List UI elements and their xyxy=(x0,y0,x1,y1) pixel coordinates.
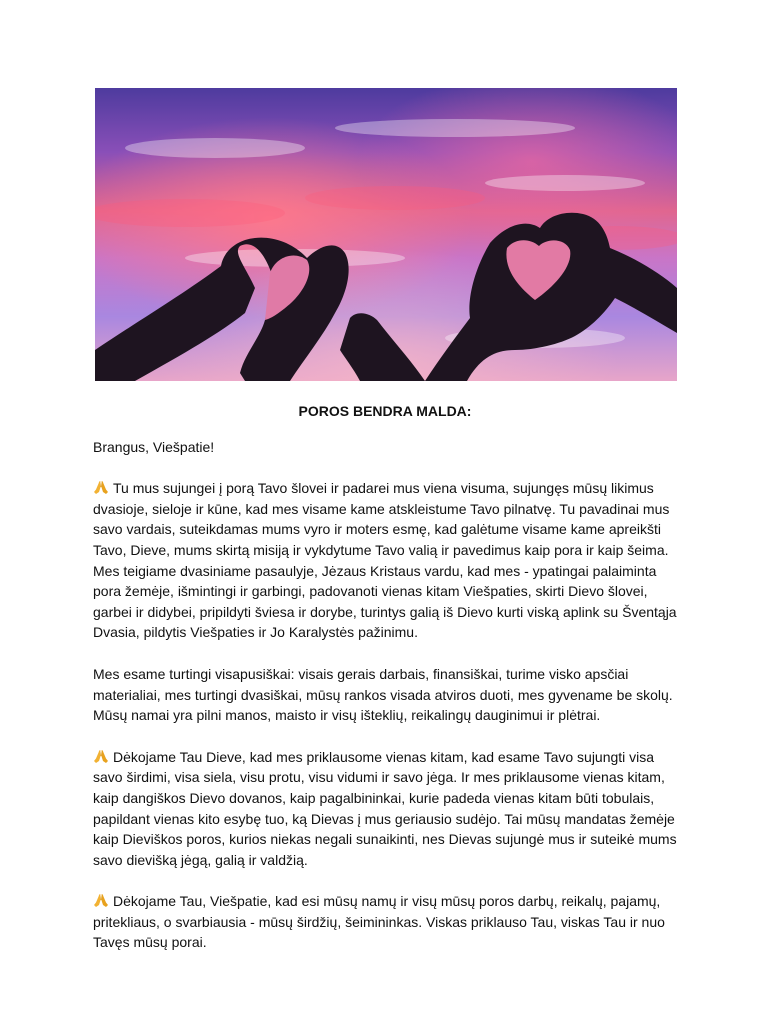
paragraph-text: Tu mus sujungei į porą Tavo šlovei ir padarei mus viena visuma, sujungęs mūsų likimus dvasioje, sieloje ir kūne, kad mes visame kame atskleistume Tavo pilnatvę. Tu pavadinai mus savo vardais, suteikdamas mums vyro ir moters esmę, kad galėtume visame kame apreikšti Tavo, Dieve, mums skirtą misiją ir vykdytume Tavo valią ir pavedimus kaip pora ir kaip šeima. Mes teigiame dvasiniame pasaulyje, Jėzaus Kristaus vardu, kad mes - ypatingai palaiminta pora žemėje, išmintingi ir garbingi, padovanoti vienas kitam Viešpaties, skirti Dievo šlovei, garbei ir didybei, pripildyti šviesa ir dorybe, turintys galią iš Dievo kurti viską aplink su Šventąja Dvasia, pildytis Viešpaties ir Jo Karalystės pažinimu. xyxy=(93,480,677,641)
hero-image xyxy=(95,88,677,381)
heart-hands-sunset-image xyxy=(95,88,677,381)
document-title: POROS BENDRA MALDA: xyxy=(298,403,472,419)
praying-hands-icon xyxy=(93,480,109,495)
paragraph-1 xyxy=(93,478,677,643)
paragraph-text: Mes esame turtingi visapusiškai: visais gerais darbais, finansiškai, turime visko apsčiai materialiai, mes turtingi dvasiškai, mūsų rankos visada atviros duoti, mes gyvename be skolų. Mūsų namai yra pilni manos, maisto ir visų išteklių, reikalingų dauginimui ir plėtrai. xyxy=(93,665,673,724)
paragraph-3 xyxy=(93,747,677,871)
paragraph-text: Dėkojame Tau, Viešpatie, kad esi mūsų namų ir visų mūsų poros darbų, reikalų, pajamų, pritekliaus, o svarbiausia - mūsų širdžių, šeimininkas. Viskas priklauso Tau, viskas Tau ir nuo Tavęs mūsų porai. xyxy=(93,893,665,951)
paragraph-text: Dėkojame Tau Dieve, kad mes priklausome vienas kitam, kad esame Tavo sujungti visa savo širdimi, visa siela, visu protu, visu vidumi ir savo jėga. Ir mes priklausome vienas kitam, kaip dangiškos Dievo dovanos, kaip pagalbininkai, kurie padeda vienas kitam būti tobulais, papildant vienas kito esybę tuo, ką Dievas į mus geriausio sudėjo. Tai mūsų mandatas žemėje kaip Dieviškos poros, kurios niekas negali sunaikinti, nes Dievas sujungė mus ir suteikė mums savo dievišką jėgą, galią ir valdžią. xyxy=(93,748,677,868)
paragraph-4 xyxy=(93,891,677,953)
praying-hands-icon xyxy=(93,749,109,764)
paragraph-2 xyxy=(93,664,677,726)
prayer-document xyxy=(93,401,677,966)
greeting: Brangus, Viešpatie! xyxy=(93,438,215,455)
praying-hands-icon xyxy=(93,893,109,908)
